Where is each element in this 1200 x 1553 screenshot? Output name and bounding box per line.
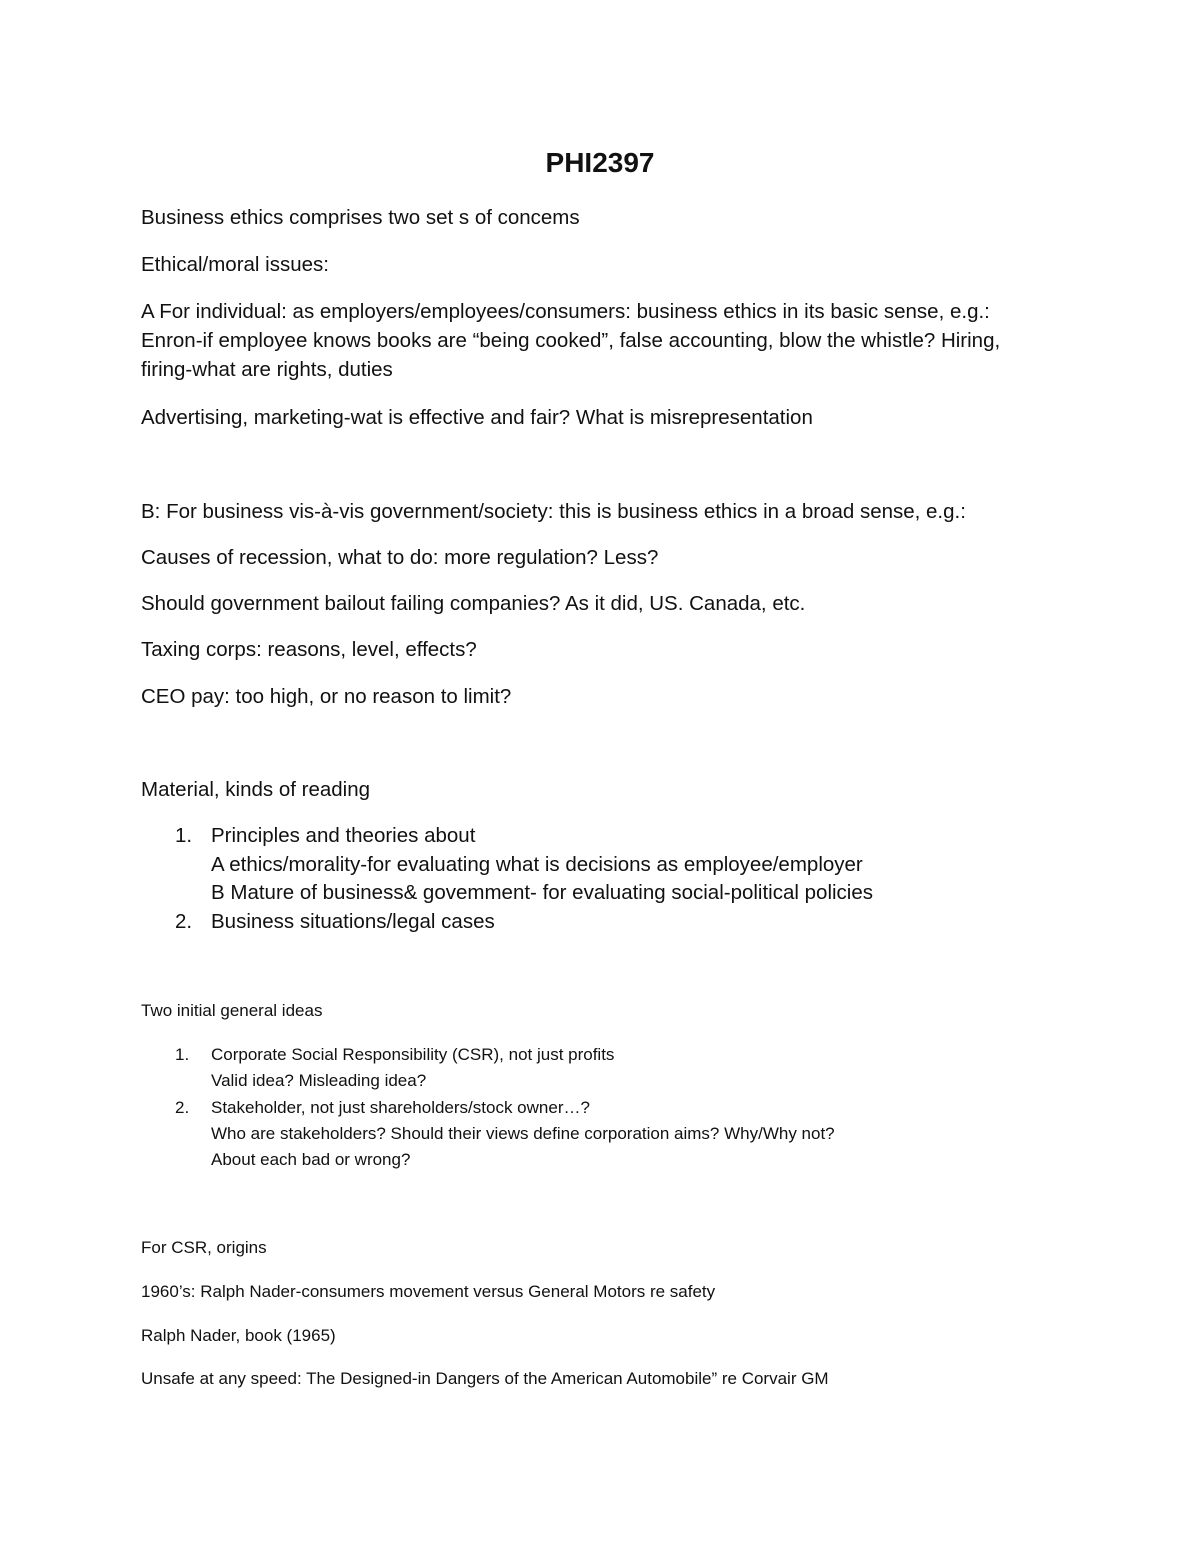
ideas-heading: Two initial general ideas xyxy=(141,1001,323,1020)
section-a-line: A For individual: as employers/employees/consumers: business ethics in its basic sense, e.g.: xyxy=(141,300,990,323)
ethical-heading: Ethical/moral issues: xyxy=(141,253,329,276)
list-item-text: Principles and theories about xyxy=(211,824,476,847)
section-b-item: Should government bailout failing companies? As it did, US. Canada, etc. xyxy=(141,592,806,615)
list-item-text: About each bad or wrong? xyxy=(211,1150,411,1169)
section-b-item: Taxing corps: reasons, level, effects? xyxy=(141,638,477,661)
list-number: 2. xyxy=(175,910,193,933)
list-item-text: Who are stakeholders? Should their views define corporation aims? Why/Why not? xyxy=(211,1124,835,1143)
csr-line: Ralph Nader, book (1965) xyxy=(141,1326,336,1345)
advertising-text: Advertising, marketing-wat is effective and fair? What is misrepresentation xyxy=(141,406,813,429)
list-item-text: Valid idea? Misleading idea? xyxy=(211,1071,427,1090)
section-b-heading: B: For business vis-à-vis government/society: this is business ethics in a broad sense, e.g.: xyxy=(141,500,966,523)
list-item-text: B Mature of business& govemment- for evaluating social-political policies xyxy=(211,881,874,904)
list-number: 1. xyxy=(175,824,193,847)
list-number: 1. xyxy=(175,1045,190,1064)
document-title: PHI2397 xyxy=(545,147,655,178)
material-heading: Material, kinds of reading xyxy=(141,778,371,801)
csr-heading: For CSR, origins xyxy=(141,1238,267,1257)
csr-line: Unsafe at any speed: The Designed-in Dangers of the American Automobile” re Corvair GM xyxy=(141,1369,829,1388)
csr-line: 1960’s: Ralph Nader-consumers movement versus General Motors re safety xyxy=(141,1282,716,1301)
section-a-line: firing-what are rights, duties xyxy=(141,358,393,381)
list-item-text: Business situations/legal cases xyxy=(211,910,495,933)
section-a-line: Enron-if employee knows books are “being cooked”, false accounting, blow the whistle? Hiring, xyxy=(141,329,1001,352)
list-item-text: Stakeholder, not just shareholders/stock owner…? xyxy=(211,1098,590,1117)
list-item-text: A ethics/morality-for evaluating what is decisions as employee/employer xyxy=(211,853,863,876)
list-item-text: Corporate Social Responsibility (CSR), not just profits xyxy=(211,1045,615,1064)
intro-text: Business ethics comprises two set s of concems xyxy=(141,206,580,229)
section-b-item: Causes of recession, what to do: more regulation? Less? xyxy=(141,546,659,569)
list-number: 2. xyxy=(175,1098,190,1117)
section-b-item: CEO pay: too high, or no reason to limit? xyxy=(141,685,512,708)
